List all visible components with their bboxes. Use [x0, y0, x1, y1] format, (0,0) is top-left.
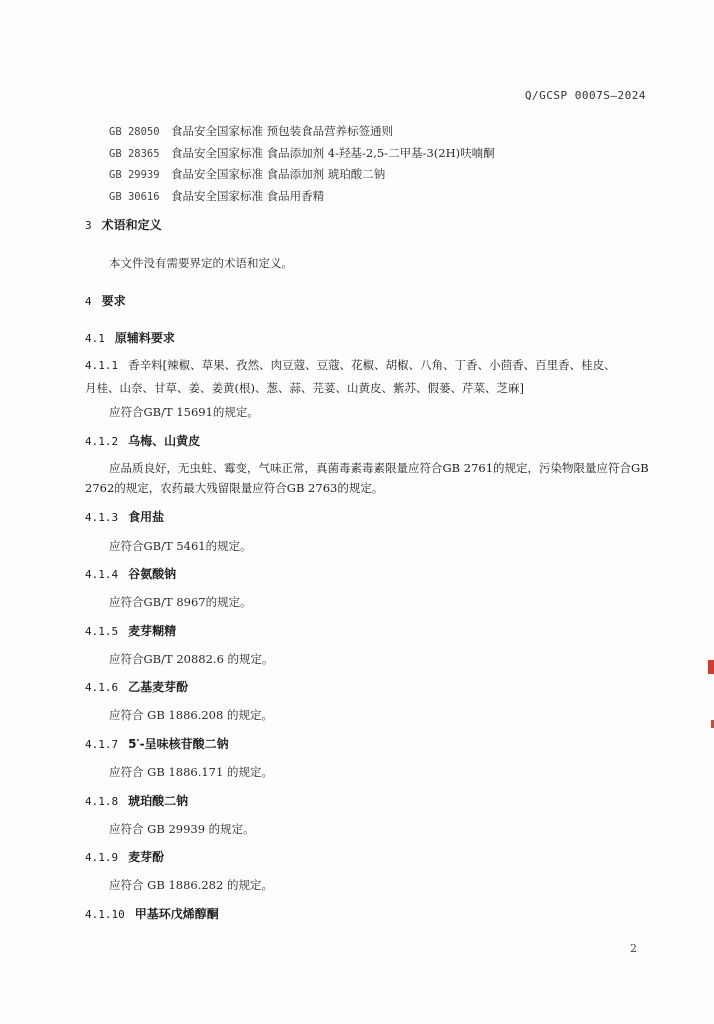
item-title: 谷氨酸钠	[128, 567, 177, 581]
item-4-1-1	[85, 354, 651, 400]
section-title: 原辅料要求	[114, 331, 175, 345]
reference-title: 食品安全国家标准 食品添加剂 琥珀酸二钠	[171, 167, 386, 181]
subsection-heading-4-1	[85, 329, 175, 346]
item-number: 4.1.7	[85, 738, 119, 751]
reference-item	[109, 143, 669, 165]
item-number: 4.1.6	[85, 681, 119, 694]
item-number: 4.1.8	[85, 795, 119, 808]
item-4-1-4-body: 应符合GB/T 8967的规定。	[109, 595, 252, 609]
normative-references-list	[109, 121, 669, 207]
item-4-1-9-body: 应符合 GB 1886.282 的规定。	[109, 878, 273, 892]
item-title: 甲基环戊烯醇酮	[134, 907, 219, 921]
item-4-1-7-body: 应符合 GB 1886.171 的规定。	[109, 765, 273, 779]
reference-item	[109, 121, 669, 143]
reference-title: 食品安全国家标准 预包装食品营养标签通则	[171, 124, 394, 138]
item-heading-4-1-9	[85, 848, 164, 865]
section-3-body: 本文件没有需要界定的术语和定义。	[109, 256, 293, 270]
section-title: 术语和定义	[101, 218, 162, 232]
standard-code: Q/GCSP 0007S—2024	[524, 89, 646, 102]
item-title: 食用盐	[128, 510, 165, 524]
item-4-1-1-body: 应符合GB/T 15691的规定。	[109, 405, 259, 419]
item-title: 麦芽糊精	[128, 624, 177, 638]
section-title: 要求	[101, 294, 126, 308]
item-heading-4-1-8	[85, 792, 188, 809]
item-number: 4.1.3	[85, 511, 119, 524]
item-heading-4-1-6	[85, 678, 188, 695]
reference-item	[109, 186, 669, 208]
reference-title: 食品安全国家标准 食品用香精	[171, 188, 325, 203]
reference-code: GB 30616	[109, 190, 160, 203]
item-title: 乌梅、山黄皮	[128, 434, 201, 448]
item-number: 4.1.10	[85, 908, 125, 921]
page-number: 2	[630, 942, 637, 955]
item-title-line2: 月桂、山奈、甘草、姜、姜黄(根)、葱、蒜、芫荽、山黄皮、紫苏、假蒌、芹菜、芝麻]	[85, 381, 524, 395]
item-heading-4-1-4	[85, 565, 176, 582]
reference-code: GB 28050	[109, 126, 160, 138]
section-number: 4.1	[85, 332, 105, 345]
section-heading-3	[85, 216, 162, 233]
item-title: 5′-呈味核苷酸二钠	[128, 737, 229, 751]
section-heading-4	[85, 292, 126, 309]
section-number: 4	[85, 295, 92, 308]
item-title: 麦芽酚	[128, 850, 165, 864]
item-4-1-8-body: 应符合 GB 29939 的规定。	[109, 822, 255, 836]
section-number: 3	[85, 219, 92, 232]
item-title-line1: 香辛料[辣椒、草果、孜然、肉豆蔻、豆蔻、花椒、胡椒、八角、丁香、小茴香、百里香、桂皮、	[128, 358, 616, 372]
item-heading-4-1-5	[85, 622, 176, 639]
item-4-1-3-body: 应符合GB/T 5461的规定。	[109, 539, 252, 553]
item-heading-4-1-7	[85, 735, 229, 752]
item-number: 4.1.2	[85, 435, 119, 448]
item-4-1-2-body: 应品质良好，无虫蛀、霉变，气味正常，真菌毒素毒素限量应符合GB 2761的规定，污染物限量应符合GB 2762的规定，农药最大残留限量应符合GB 2763的规定。	[85, 461, 649, 495]
item-title: 琥珀酸二钠	[128, 794, 189, 808]
item-heading-4-1-10	[85, 905, 219, 922]
item-number: 4.1.5	[85, 625, 119, 638]
scan-edge-mark	[708, 660, 714, 674]
item-number: 4.1.4	[85, 568, 119, 581]
reference-item	[109, 164, 669, 186]
item-number: 4.1.1	[85, 359, 119, 372]
reference-code: GB 28365	[109, 147, 160, 160]
item-heading-4-1-3	[85, 508, 164, 525]
item-4-1-5-body: 应符合GB/T 20882.6 的规定。	[109, 652, 274, 666]
item-number: 4.1.9	[85, 851, 119, 864]
reference-title: 食品安全国家标准 食品添加剂 4-羟基-2,5-二甲基-3(2H)呋喃酮	[171, 145, 495, 160]
item-4-1-6-body: 应符合 GB 1886.208 的规定。	[109, 708, 273, 722]
item-title: 乙基麦芽酚	[128, 680, 189, 694]
item-heading-4-1-2	[85, 432, 200, 449]
reference-code: GB 29939	[109, 169, 160, 181]
